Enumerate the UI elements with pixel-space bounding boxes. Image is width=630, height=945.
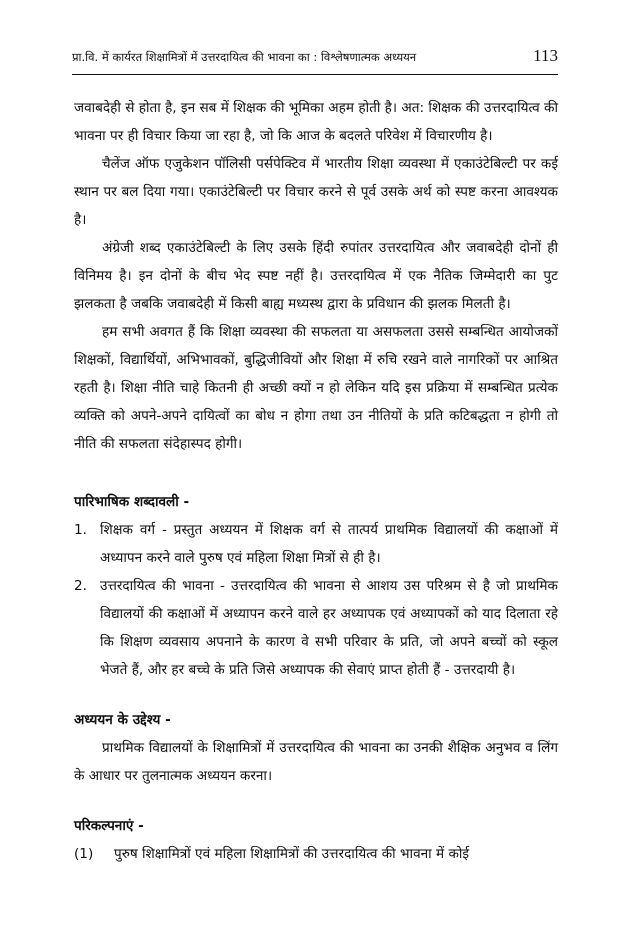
body-paragraph: जवाबदेही से होता है, इन सब में शिक्षक की भूमिका अहम होती है। अत: शिक्षक की उत्तरदायित्व की भावना पर ही विचार किया जा रहा है, जो कि आज के बदलते परिवेश में विचारणीय है। (74, 100, 558, 144)
list-item-number: 2. (74, 578, 87, 594)
body-paragraph: चैलेंज ऑफ एजुकेशन पॉलिसी पर्सपेक्टिव में भारतीय शिक्षा व्यवस्था में एकाउंटेबिल्टी पर कई स्थान पर बल दिया गया। एकाउंटेबिल्टी पर विचार करने से पूर्व उसके अर्थ को स्पष्ट करना आवश्यक है। (74, 156, 558, 228)
page-body (74, 94, 558, 868)
list-item (74, 572, 558, 684)
list-item-number: 1. (74, 522, 87, 538)
terminology-list (74, 516, 558, 684)
running-header-title: प्रा.वि. में कार्यरत शिक्षामित्रों में उत्तरदायित्व की भावना का : विश्लेषणात्मक अध्ययन (72, 50, 417, 64)
objective-heading: अध्ययन के उद्देश्य - (74, 712, 171, 728)
objective-paragraph: प्राथमिक विद्यालयों के शिक्षामित्रों में उत्तरदायित्व की भावना का उनकी शैक्षिक अनुभव व लिंग के आधार पर तुलनात्मक अध्ययन करना। (74, 740, 558, 784)
terminology-heading: पारिभाषिक शब्दावली - (74, 494, 190, 510)
list-item-text: पुरुष शिक्षामित्रों एवं महिला शिक्षामित्रों की उत्तरदायित्व की भावना में कोई (114, 846, 470, 862)
list-item (74, 516, 558, 572)
section-gap (74, 790, 558, 812)
list-item-number: (1) (74, 846, 94, 862)
section-gap (74, 684, 558, 706)
body-paragraph: हम सभी अवगत हैं कि शिक्षा व्यवस्था की सफलता या असफलता उससे सम्बन्धित आयोजकों शिक्षकों, विद्यार्थियों, अभिभावकों, बुद्धिजीवियों और शिक्षा में रुचि रखने वाले नागरिकों पर आश्रित रहती है। शिक्षा नीति चाहे कितनी ही अच्छी क्यों न हो लेकिन यदि इस प्रक्रिया में सम्बन्धित प्रत्येक व्यक्ति को अपने-अपने दायित्वों का बोध न होगा तथा उन नीतियों के प्रति कटिबद्धता न होगी तो नीति की सफलता संदेहास्पद होगी। (74, 324, 558, 452)
list-item-text: उत्तरदायित्व की भावना - उत्तरदायित्व की भावना से आशय उस परिश्रम से है जो प्राथमिक विद्यालयों की कक्षाओं में अध्यापन करने वाले हर अध्यापक एवं अध्यापकों को याद दिलाता रहे कि शिक्षण व्यवसाय अपनाने के कारण वे सभी परिवार के प्रति, जो अपने बच्चों को स्कूल भेजते हैं, और हर बच्चे के प्रति जिसे अध्यापक की सेवाएं प्राप्त होती हैं - उत्तरदायी है। (100, 578, 558, 678)
running-header (72, 44, 558, 74)
hypotheses-heading: परिकल्पनाएं - (74, 818, 144, 834)
header-rule (72, 74, 558, 75)
page-number: 113 (533, 46, 558, 65)
list-item (74, 840, 558, 868)
body-paragraph: अंग्रेजी शब्द एकाउंटेबिल्टी के लिए उसके हिंदी रुपांतर उत्तरदायित्व और जवाबदेही दोनों ही विनिमय है। इन दोनों के बीच भेद स्पष्ट नहीं है। उत्तरदायित्व में एक नैतिक जिम्मेदारी का पुट झलकता है जबकि जवाबदेही में किसी बाह्य मध्यस्थ द्वारा के प्रविधान की झलक मिलती है। (74, 240, 558, 312)
section-gap (74, 458, 558, 488)
list-item-text: शिक्षक वर्ग - प्रस्तुत अध्ययन में शिक्षक वर्ग से तात्पर्य प्राथमिक विद्यालयों की कक्षाओं में अध्यापन करने वाले पुरुष एवं महिला शिक्षा मित्रों से ही है। (100, 522, 558, 566)
